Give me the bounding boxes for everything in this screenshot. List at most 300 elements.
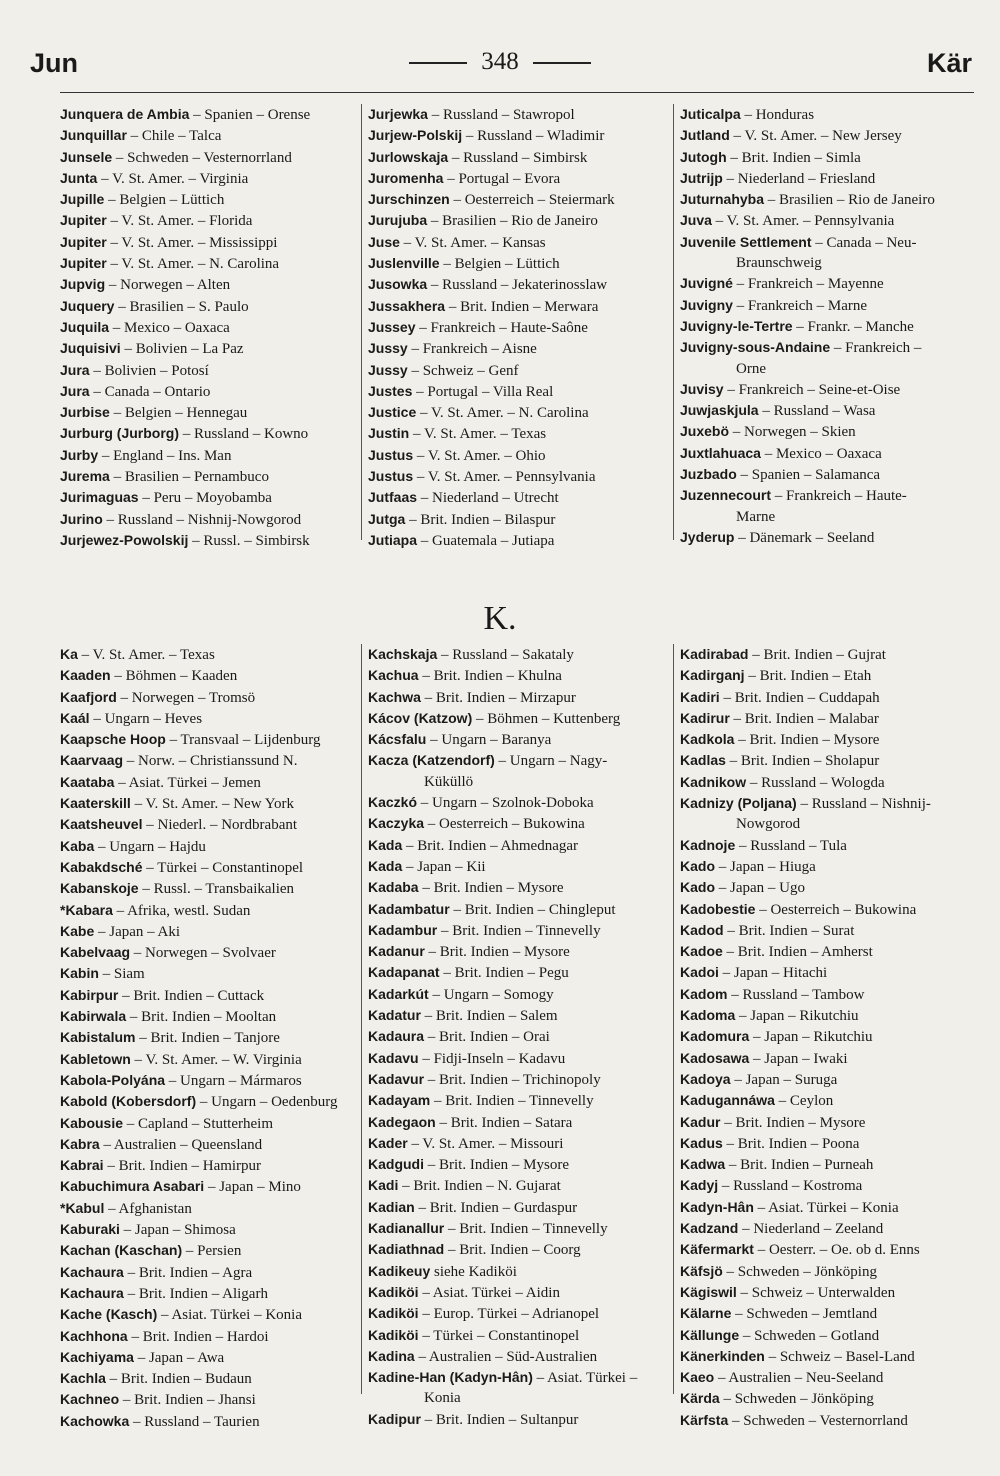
entry-headword: Kabirpur [60, 986, 119, 1003]
dictionary-entry [680, 708, 976, 729]
entry-location: – Norwegen – Alten [105, 277, 231, 294]
header-right-guideword: Kär [926, 48, 972, 78]
entry-headword: Kachua [368, 667, 419, 684]
entry-location: – Ungarn – Szolnok-Doboka [417, 795, 594, 812]
column-3 [680, 104, 976, 548]
entry-location: – Schweden – Vesternorrland [112, 149, 292, 166]
entry-headword: Jutogh [680, 148, 727, 165]
entry-headword: Kabola-Polyána [60, 1071, 166, 1088]
section-letter-heading: K. [483, 600, 517, 637]
entry-headword: Kada [368, 857, 403, 874]
entry-headword: Kachaura [60, 1263, 124, 1280]
entry-location: – Brit. Indien – Surat [723, 922, 855, 939]
dictionary-entry [368, 1239, 664, 1260]
entry-location: – Brit. Indien – Amherst [722, 944, 873, 961]
entry-headword: Jutiapa [368, 531, 418, 548]
entry-location: – Brit. Indien – Hardoi [127, 1328, 269, 1345]
entry-location: – Brit. Indien – Mysore [424, 1157, 569, 1174]
entry-location: – V. St. Amer. – Pennsylvania [711, 213, 895, 230]
entry-location: – Brit. Indien – Jhansi [119, 1392, 256, 1409]
entry-location: – V. St. Amer. – Mississippi [106, 234, 278, 251]
entry-headword: Jurjewez-Powolskij [60, 531, 189, 548]
entry-location: – Russland – Wladimir [462, 128, 605, 145]
dictionary-entry [368, 1026, 664, 1047]
entry-headword: Kaapsche Hoop [60, 731, 166, 748]
entry-headword: Kaafjord [60, 688, 117, 705]
dictionary-entry [680, 273, 976, 294]
entry-location: – Schweden – Jönköping [722, 1263, 877, 1280]
page-number: 348 [481, 48, 519, 75]
dictionary-entry [60, 1113, 356, 1134]
dictionary-entry [60, 317, 356, 338]
entry-location: – V. St. Amer. – N. Carolina [416, 405, 589, 422]
column-1 [60, 104, 356, 551]
dictionary-entry [368, 1261, 664, 1282]
entry-location: – Afrika, westl. Sudan [112, 902, 251, 919]
dictionary-entry [368, 877, 664, 898]
entry-location: – Belgien – Hennegau [109, 405, 248, 422]
dictionary-entry [368, 1325, 664, 1346]
entry-headword: Jupiter [60, 255, 107, 272]
entry-headword: Kabuchimura Asabari [60, 1178, 205, 1195]
entry-location: – Ungarn – Oedenburg [196, 1094, 338, 1111]
header-rule [60, 92, 974, 93]
dictionary-entry [680, 253, 976, 273]
dictionary-entry [368, 941, 664, 962]
entry-headword: Juzennecourt [680, 487, 772, 504]
entry-headword: Kadirur [680, 709, 730, 726]
entry-headword: Juvigny [680, 296, 733, 313]
entry-location: – Russland – Stawropol [427, 107, 575, 123]
entry-location: – Brasilien – Pernambuco [109, 469, 269, 486]
entry-headword: Jupiter [60, 233, 107, 250]
dictionary-entry [368, 1388, 664, 1408]
entry-headword: Kachneo [60, 1391, 120, 1408]
entry-location: – Brit. Indien – Chingleput [449, 901, 616, 918]
dictionary-entry [60, 253, 356, 274]
entry-headword: Kadarkút [368, 985, 429, 1002]
entry-location: – V. St. Amer. – Texas [409, 426, 547, 443]
entry-headword: Kadobestie [680, 900, 756, 917]
dictionary-entry [680, 147, 976, 168]
dictionary-entry [60, 857, 356, 878]
header-dash-right [533, 62, 591, 64]
entry-headword: Kadoya [680, 1070, 731, 1087]
entry-location: – Brit. Indien – Aligarh [123, 1285, 268, 1302]
entry-location: – Belgien – Lüttich [104, 192, 225, 209]
entry-location: – Schweden – Vesternorrland [728, 1412, 908, 1429]
entry-headword: Kado [680, 879, 715, 896]
entry-location: – Brit. Indien – Mysore [720, 1114, 866, 1131]
dictionary-entry [680, 1388, 976, 1409]
dictionary-entry [60, 402, 356, 423]
entry-location: – Brit. Indien – Tinnevelly [430, 1093, 594, 1110]
entry-location: – V. St. Amer. – Ohio [413, 447, 546, 464]
dictionary-entry [368, 1218, 664, 1239]
column-divider [673, 104, 674, 540]
dictionary-entry [368, 423, 664, 444]
dictionary-entry [680, 665, 976, 686]
entry-location: – Australien – Neu-Seeland [714, 1370, 884, 1387]
entry-location: – Ungarn – Heves [89, 710, 203, 727]
entry-location: – Persien [182, 1243, 242, 1260]
dictionary-entry [60, 296, 356, 317]
entry-location: – Japan – Shimosa [119, 1222, 236, 1239]
entry-location: – Russland – Kowno [179, 426, 309, 443]
entry-headword: Juvisy [680, 380, 724, 397]
entry-headword: Kachhona [60, 1327, 128, 1344]
dictionary-entry [60, 900, 356, 921]
entry-headword: Kadanur [368, 943, 425, 960]
entry-location: – Niederland – Friesland [722, 170, 876, 187]
dictionary-entry [680, 104, 976, 125]
entry-location: – Australien – Süd-Australien [414, 1348, 598, 1365]
entry-location: – Russl. – Transbaikalien [138, 881, 295, 898]
entry-location: – Japan – Hiuga [715, 858, 816, 875]
dictionary-entry [680, 984, 976, 1005]
dictionary-entry [680, 1282, 976, 1303]
dictionary-entry [680, 687, 976, 708]
dictionary-entry [60, 1240, 356, 1261]
entry-headword: Jussy [368, 361, 408, 378]
entry-headword: Kadnoje [680, 836, 736, 853]
dictionary-entry [680, 125, 976, 146]
dictionary-entry [680, 1410, 976, 1431]
entry-continuation: Braunschweig [736, 255, 822, 272]
column-2 [368, 644, 664, 1430]
entry-location: – Frankreich – Haute-Saône [415, 319, 588, 336]
dictionary-entry [680, 1154, 976, 1175]
dictionary-entry [680, 1175, 976, 1196]
entry-location: – Russland – Jekaterinosslaw [427, 277, 608, 294]
entry-headword: Kabin [60, 965, 99, 982]
entry-headword: Jupvig [60, 276, 106, 293]
entry-location: – Brit. Indien – Khulna [418, 668, 562, 685]
dictionary-entry [680, 1346, 976, 1367]
entry-location: – V. St. Amer. – Kansas [399, 234, 546, 251]
entry-location: – Brit. Indien – Pegu [439, 965, 569, 982]
dictionary-entry [60, 942, 356, 963]
entry-location: – Japan – Rikutchiu [749, 1029, 873, 1046]
entry-headword: Kabold (Kobersdorf) [60, 1093, 197, 1110]
entry-headword: Kadomura [680, 1028, 750, 1045]
entry-headword: Justus [368, 446, 414, 463]
entry-headword: Juvenile Settlement [680, 233, 812, 250]
entry-location: – V. St. Amer. – Missouri [407, 1135, 564, 1152]
entry-headword: Jyderup [680, 528, 735, 545]
dictionary-entry [368, 835, 664, 856]
entry-location: – Japan – Mino [204, 1179, 301, 1196]
entry-location: – Russland – Kostroma [718, 1178, 863, 1195]
entry-location: – Capland – Stutterheim [123, 1115, 273, 1132]
dictionary-entry [60, 125, 356, 146]
dictionary-entry [368, 962, 664, 983]
entry-headword: Jurema [60, 468, 110, 485]
dictionary-entry [60, 338, 356, 359]
dictionary-entry [680, 337, 976, 358]
entry-location: – Ungarn – Mármaros [165, 1072, 302, 1089]
entry-headword: Kärda [680, 1390, 720, 1407]
dictionary-entry [368, 232, 664, 253]
entry-headword: Justus [368, 468, 414, 485]
dictionary-entry [368, 1090, 664, 1111]
dictionary-entry [368, 317, 664, 338]
dictionary-entry [680, 835, 976, 856]
page-header [0, 44, 1000, 84]
header-dash-left [409, 62, 467, 64]
entry-headword: Kadod [680, 921, 724, 938]
entry-location: – Brit. Indien – Gurdaspur [414, 1199, 578, 1216]
dictionary-entry [680, 316, 976, 337]
dictionary-entry [60, 644, 356, 665]
dictionary-entry [680, 1367, 976, 1388]
entry-location: – Russland – Wologda [746, 774, 885, 791]
dictionary-entry [368, 1346, 664, 1367]
dictionary-entry [60, 210, 356, 231]
header-left-guideword: Jun [30, 48, 79, 78]
entry-headword: Jupille [60, 191, 105, 208]
dictionary-entry [680, 1239, 976, 1260]
entry-headword: Kaczkó [368, 794, 418, 811]
entry-location: – Türkei – Constantinopel [142, 859, 304, 876]
entry-headword: Juvigny-le-Tertre [680, 317, 793, 334]
dictionary-entry [368, 984, 664, 1005]
entry-headword: Kabanskoje [60, 880, 139, 897]
entry-location: – Asiat. Türkei – [532, 1370, 638, 1387]
entry-headword: Kadus [680, 1134, 723, 1151]
dictionary-entry [368, 147, 664, 168]
entry-location: – Russland – Tula [735, 837, 847, 854]
dictionary-entry [368, 466, 664, 487]
entry-location: – Brit. Indien – Mirzapur [420, 689, 576, 706]
entry-headword: Juquisivi [60, 340, 121, 357]
entry-location: – Mexico – Oaxaca [760, 445, 882, 462]
dictionary-entry [60, 750, 356, 771]
entry-location: – Brit. Indien – Simla [726, 149, 861, 166]
entry-headword: Junsele [60, 148, 113, 165]
dictionary-entry [680, 295, 976, 316]
dictionary-entry [368, 772, 664, 792]
dictionary-entry [680, 814, 976, 834]
entry-headword: Kaatsheuvel [60, 816, 143, 833]
entry-headword: Juxebö [680, 423, 730, 440]
entry-location: – Norwegen – Skien [729, 424, 856, 441]
dictionary-entry [680, 1112, 976, 1133]
dictionary-entry [680, 877, 976, 898]
dictionary-entry [60, 423, 356, 444]
entry-continuation: Orne [736, 360, 766, 377]
entry-headword: Kadiköi [368, 1326, 419, 1343]
dictionary-entry [60, 1027, 356, 1048]
entry-headword: Jutga [368, 510, 406, 527]
entry-location: – Russland – Taurien [129, 1413, 260, 1430]
entry-headword: Jussy [368, 340, 408, 357]
dictionary-entry [680, 421, 976, 442]
entry-location: – Japan – Ugo [715, 880, 805, 897]
entry-location: – Oesterreich – Bukowina [424, 816, 585, 833]
dictionary-entry [60, 530, 356, 551]
entry-location: – Belgien – Lüttich [439, 256, 560, 273]
entry-headword: Kadlas [680, 752, 726, 769]
dictionary-entry [680, 1261, 976, 1282]
entry-location: – Japan – Suruga [730, 1071, 838, 1088]
dictionary-entry [680, 232, 976, 253]
dictionary-entry [368, 750, 664, 771]
entry-location: – V. St. Amer. – New Jersey [729, 128, 902, 145]
entry-location: – Brit. Indien – Cuttack [118, 987, 265, 1004]
dictionary-entry [368, 104, 664, 125]
entry-location: – Brit. Indien – Etah [744, 668, 872, 685]
entry-headword: Juticalpa [680, 106, 741, 122]
entry-headword: Kaba [60, 837, 95, 854]
entry-location: – V. St. Amer. – Pennsylvania [413, 469, 596, 486]
entry-headword: Kader [368, 1134, 408, 1151]
entry-headword: Kadwa [680, 1156, 726, 1173]
entry-location: – Böhmen – Kuttenberg [472, 710, 621, 727]
entry-location: – V. St. Amer. – W. Virginia [130, 1051, 302, 1068]
entry-location: – Brit. Indien – Budaun [105, 1371, 252, 1388]
dictionary-entry [60, 381, 356, 402]
entry-headword: Kadaura [368, 1028, 425, 1045]
dictionary-entry [368, 487, 664, 508]
dictionary-entry [680, 1303, 976, 1324]
column-divider [673, 644, 674, 1394]
entry-location: – Brit. Indien – Tinnevelly [444, 1221, 608, 1238]
entry-headword: Kadayam [368, 1092, 431, 1109]
entry-location: – Japan – Kii [402, 858, 486, 875]
dictionary-entry [680, 507, 976, 527]
dictionary-entry [60, 1347, 356, 1368]
dictionary-entry [60, 1219, 356, 1240]
dictionary-entry [680, 1069, 976, 1090]
entry-location: – Brit. Indien – Agra [123, 1264, 253, 1281]
dictionary-entry [680, 793, 976, 814]
entry-location: – Bolivien – Potosí [89, 362, 209, 379]
entry-location: – Asiat. Türkei – Konia [157, 1307, 302, 1324]
entry-headword: Junquera de Ambia [60, 106, 190, 122]
entry-headword: Jutfaas [368, 489, 418, 506]
entry-location: – Brit. Indien – Mysore [418, 880, 564, 897]
entry-headword: *Kabara [60, 901, 113, 918]
dictionary-entry [60, 1411, 356, 1432]
dictionary-entry [680, 443, 976, 464]
entry-location: – Ungarn – Nagy- [494, 753, 608, 770]
entry-location: – Afghanistan [104, 1200, 192, 1217]
entry-location: – Ungarn – Baranya [426, 732, 552, 749]
dictionary-entry [368, 381, 664, 402]
dictionary-entry [60, 836, 356, 857]
entry-location: – Japan – Aki [94, 923, 181, 940]
entry-location: – Schweden – Jönköping [719, 1391, 874, 1408]
entry-location: – Brit. Indien – Ahmednagar [402, 837, 579, 854]
entry-location: – Japan – Hitachi [718, 965, 828, 982]
entry-location: – Asiat. Türkei – Jemen [114, 774, 261, 791]
dictionary-entry [368, 708, 664, 729]
entry-location: – Schweiz – Genf [407, 362, 519, 379]
entry-location: – Ungarn – Somogy [428, 986, 554, 1003]
entry-headword: Kachaura [60, 1284, 124, 1301]
entry-headword: Kaál [60, 709, 90, 726]
entry-location: – Portugal – Villa Real [412, 383, 554, 400]
entry-headword: Kadirganj [680, 667, 745, 684]
dictionary-entry [368, 1005, 664, 1026]
entry-headword: Kadyn-Hân [680, 1198, 754, 1215]
entry-headword: Kada [368, 836, 403, 853]
dictionary-entry [680, 1005, 976, 1026]
dictionary-entry [368, 1175, 664, 1196]
entry-location: – Brit. Indien – Mysore [424, 944, 570, 961]
entry-location: – Brit. Indien – Sultanpur [420, 1411, 579, 1428]
dictionary-entry [680, 527, 976, 548]
entry-continuation: Marne [736, 508, 776, 525]
dictionary-entry [368, 920, 664, 941]
entry-location: – Frankreich – Mayenne [732, 276, 884, 293]
entry-location: – Brit. Indien – Orai [424, 1029, 550, 1046]
dictionary-entry [60, 1198, 356, 1219]
entry-headword: Kadaba [368, 879, 419, 896]
entry-headword: Jusowka [368, 276, 428, 293]
entry-headword: Kachskaja [368, 646, 438, 662]
entry-headword: Jurburg (Jurborg) [60, 425, 179, 442]
entry-location: – Brit. Indien – Malabar [729, 710, 879, 727]
column-3 [680, 644, 976, 1431]
entry-location: – Frankreich – Marne [732, 297, 868, 314]
dictionary-entry [60, 1049, 356, 1070]
entry-headword: Kadgudi [368, 1156, 424, 1173]
entry-headword: Kachla [60, 1370, 106, 1387]
entry-location: – Mexico – Oaxaca [109, 319, 230, 336]
entry-headword: Kachwa [368, 688, 421, 705]
entry-location: – Europ. Türkei – Adrianopel [418, 1306, 600, 1323]
dictionary-entry [680, 359, 976, 379]
dictionary-entry [680, 856, 976, 877]
dictionary-entry [60, 1262, 356, 1283]
entry-location: – Japan – Rikutchiu [735, 1008, 859, 1025]
entry-headword: Kadirabad [680, 646, 749, 662]
entry-headword: Jurlowskaja [368, 148, 449, 165]
entry-location: – Asiat. Türkei – Aidin [418, 1284, 560, 1301]
entry-headword: Jutrijp [680, 169, 723, 186]
entry-headword: Kabistalum [60, 1029, 136, 1046]
entry-headword: Juquery [60, 297, 115, 314]
entry-headword: Kadiköi [368, 1305, 419, 1322]
dictionary-entry [368, 687, 664, 708]
dictionary-entry [60, 1304, 356, 1325]
dictionary-entry [60, 878, 356, 899]
entry-headword: Juslenville [368, 255, 440, 272]
entry-headword: Käfermarkt [680, 1241, 754, 1258]
dictionary-entry [680, 1026, 976, 1047]
entry-location: – Schweiz – Unterwalden [736, 1284, 896, 1301]
entry-location: – Schweden – Jemtland [731, 1306, 878, 1323]
entry-headword: Kadosawa [680, 1049, 750, 1066]
entry-headword: Kaaterskill [60, 795, 131, 812]
dictionary-entry [368, 168, 664, 189]
entry-headword: Kadiathnad [368, 1241, 445, 1258]
entry-location: – Russland – Nishnij- [796, 796, 931, 813]
entry-location: – Niederland – Zeeland [738, 1221, 884, 1238]
entry-location: – Siam [98, 966, 145, 983]
entry-headword: Kadyj [680, 1177, 719, 1194]
dictionary-entry [680, 210, 976, 231]
dictionary-entry [368, 1154, 664, 1175]
dictionary-entry [60, 1368, 356, 1389]
dictionary-entry [368, 530, 664, 551]
entry-location: – Russland – Wasa [758, 403, 876, 420]
entry-headword: Kadipur [368, 1410, 421, 1427]
entry-location: siehe Kadiköi [430, 1263, 517, 1280]
entry-headword: Kadzand [680, 1220, 739, 1237]
